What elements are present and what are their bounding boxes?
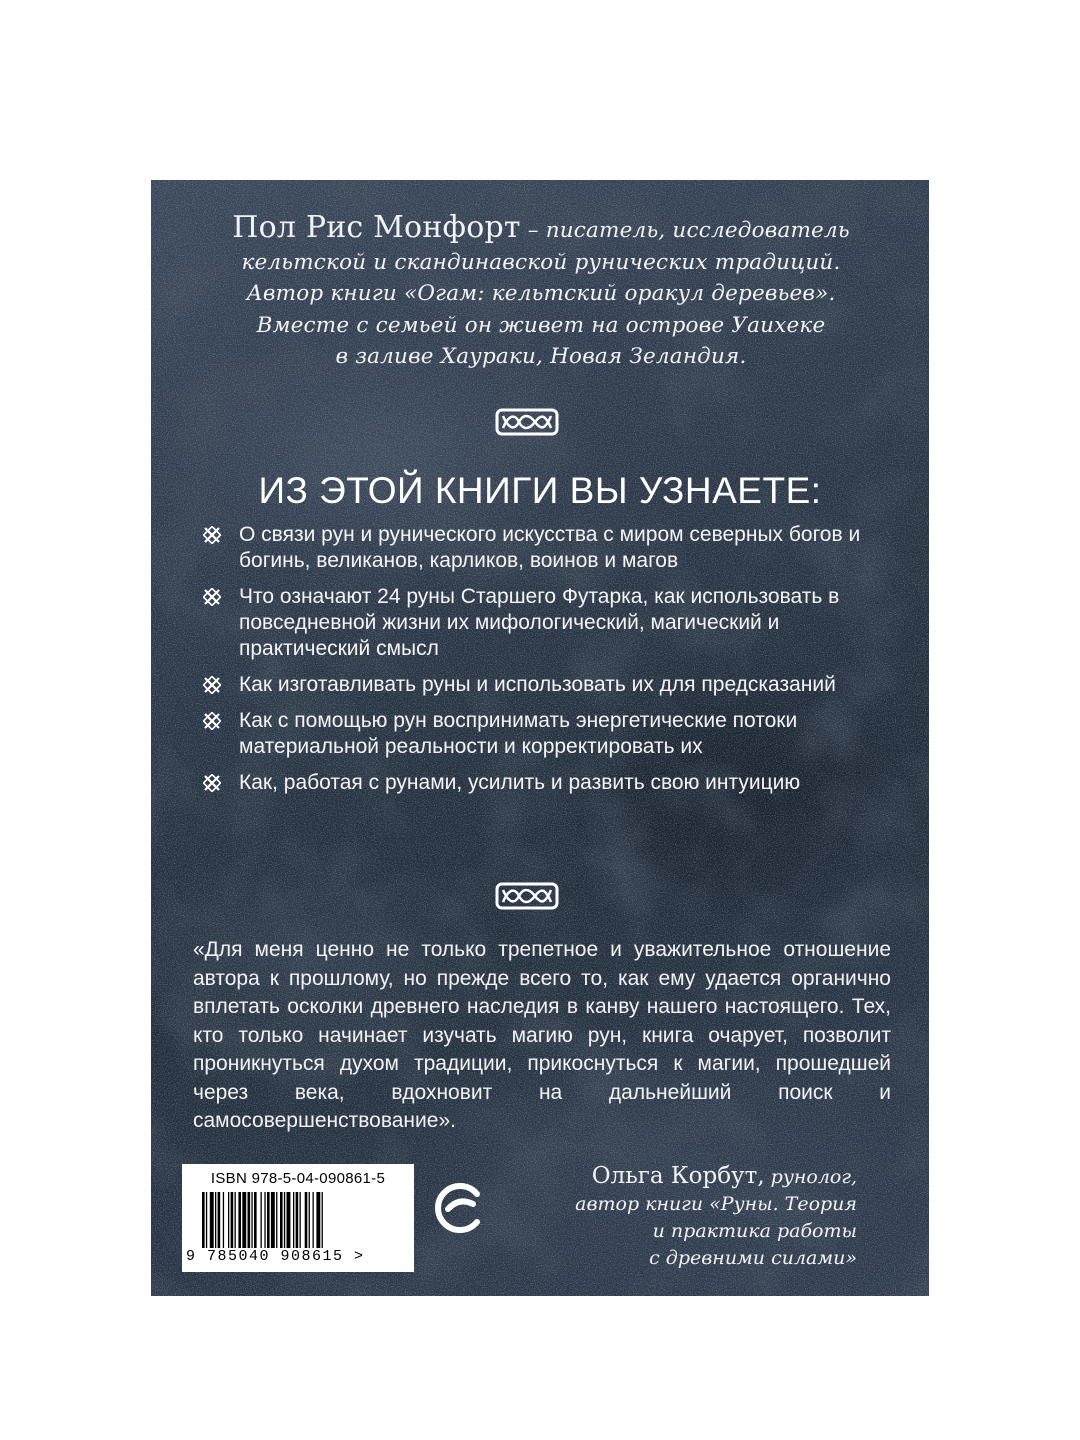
barcode-bar: [228, 1192, 229, 1248]
learn-heading: ИЗ ЭТОЙ КНИГИ ВЫ УЗНАЕТЕ:: [258, 470, 822, 511]
barcode-bar: [223, 1192, 224, 1248]
barcode-bar: [296, 1192, 299, 1248]
benefit-text: О связи рун и рунического искусства с миром северных богов и богинь, великанов, карликов, воинов и магов: [239, 523, 861, 572]
list-item: [203, 708, 903, 760]
list-item: [203, 522, 903, 574]
barcode-bar: [280, 1192, 283, 1248]
barcode-bar: [293, 1192, 294, 1248]
reviewer-line2: автор книги «Руны. Теория: [575, 1193, 857, 1215]
knot-bullet-icon: [203, 774, 221, 792]
reviewer-role: рунолог,: [764, 1166, 857, 1188]
barcode-bar: [300, 1192, 301, 1248]
barcode-bar: [271, 1192, 275, 1248]
barcode-bar: [264, 1192, 265, 1248]
author-bio-line2: кельтской и скандинавской рунических традиций.: [241, 249, 841, 275]
list-item: [203, 584, 903, 662]
barcode-bar: [210, 1192, 214, 1248]
barcode-bar: [322, 1192, 323, 1248]
barcode-bar: [267, 1192, 270, 1248]
list-item: [203, 672, 903, 698]
barcode-bar: [284, 1192, 285, 1248]
barcode-bar: [305, 1192, 308, 1248]
barcode-bar: [206, 1192, 207, 1248]
barcode-bar: [242, 1192, 246, 1248]
reviewer-line3: и практика работы: [652, 1220, 857, 1242]
barcode-bar: [218, 1192, 221, 1248]
barcode-bar: [231, 1192, 234, 1248]
benefit-text: Как, работая с рунами, усилить и развить свою интуицию: [239, 771, 801, 794]
review-quote: «Для меня ценно не только трепетное и уважительное отношение автора к прошлому, но прежде всего то, как ему удается органично вплетать осколки древнего наследия в канву нашего настоящего. Тех, кто только начинает изучать магию рун, книга очарует, позволит проникнуться духом традиции, прикоснуться к магии, прошедшей через века, вдохновит на дальнейший поиск и самосовершенствование».: [193, 938, 891, 1132]
knot-bullet-icon: [203, 712, 221, 730]
knot-bullet-icon: [203, 676, 221, 694]
reviewer-signature: [511, 1163, 857, 1272]
barcode-bar: [287, 1192, 291, 1248]
celtic-knot-divider-icon: [495, 882, 559, 910]
isbn-barcode-block: [182, 1164, 414, 1272]
knot-bullet-icon: [203, 526, 221, 544]
reviewer-line4: с древними силами»: [649, 1247, 857, 1269]
author-bio-line4: Вместе с семьей он живет на острове Уаихеке: [256, 312, 826, 338]
benefit-text: Как изготавливать руны и использовать их для предсказаний: [239, 673, 836, 696]
book-back-cover: [151, 180, 929, 1296]
celtic-knot-divider-icon: [495, 408, 559, 436]
author-bio-line1: [191, 212, 891, 247]
reviewer-name: Ольга Корбут,: [591, 1163, 765, 1189]
author-bio: [191, 212, 891, 373]
barcode-bar: [313, 1192, 314, 1248]
barcode-bar: [238, 1192, 241, 1248]
barcode: [202, 1192, 394, 1248]
knot-bullet-icon: [203, 588, 221, 606]
barcode-bar: [251, 1192, 252, 1248]
barcode-bar: [215, 1192, 216, 1248]
barcode-bar: [309, 1192, 310, 1248]
benefits-list: [203, 522, 903, 806]
benefit-text: Как с помощью рун воспринимать энергетические потоки материальной реальности и корректировать их: [239, 709, 798, 758]
barcode-digits: 9 785040 908615 >: [186, 1248, 365, 1265]
reviewer-line1: [511, 1163, 857, 1191]
barcode-bar: [248, 1192, 251, 1248]
barcode-bar: [202, 1192, 205, 1248]
list-item: [203, 770, 903, 796]
author-bio-line5: в заливе Хаураки, Новая Зеландия.: [335, 344, 747, 369]
barcode-bar: [235, 1192, 236, 1248]
author-bio-line3: Автор книги «Огам: кельтский оракул деревьев».: [246, 281, 836, 306]
barcode-bar: [254, 1192, 257, 1248]
barcode-bar: [276, 1192, 277, 1248]
author-name: Пол Рис Монфорт: [232, 210, 521, 245]
isbn-label: ISBN 978-5-04-090861-5: [210, 1170, 386, 1187]
publisher-logo-icon: [433, 1182, 485, 1234]
author-bio-line1-rest: – писатель, исследователь: [520, 218, 850, 243]
barcode-bar: [316, 1192, 320, 1248]
benefit-text: Что означают 24 руны Старшего Футарка, как использовать в повседневной жизни их мифологический, магический и практический смысл: [239, 585, 840, 660]
barcode-bar: [261, 1192, 262, 1248]
